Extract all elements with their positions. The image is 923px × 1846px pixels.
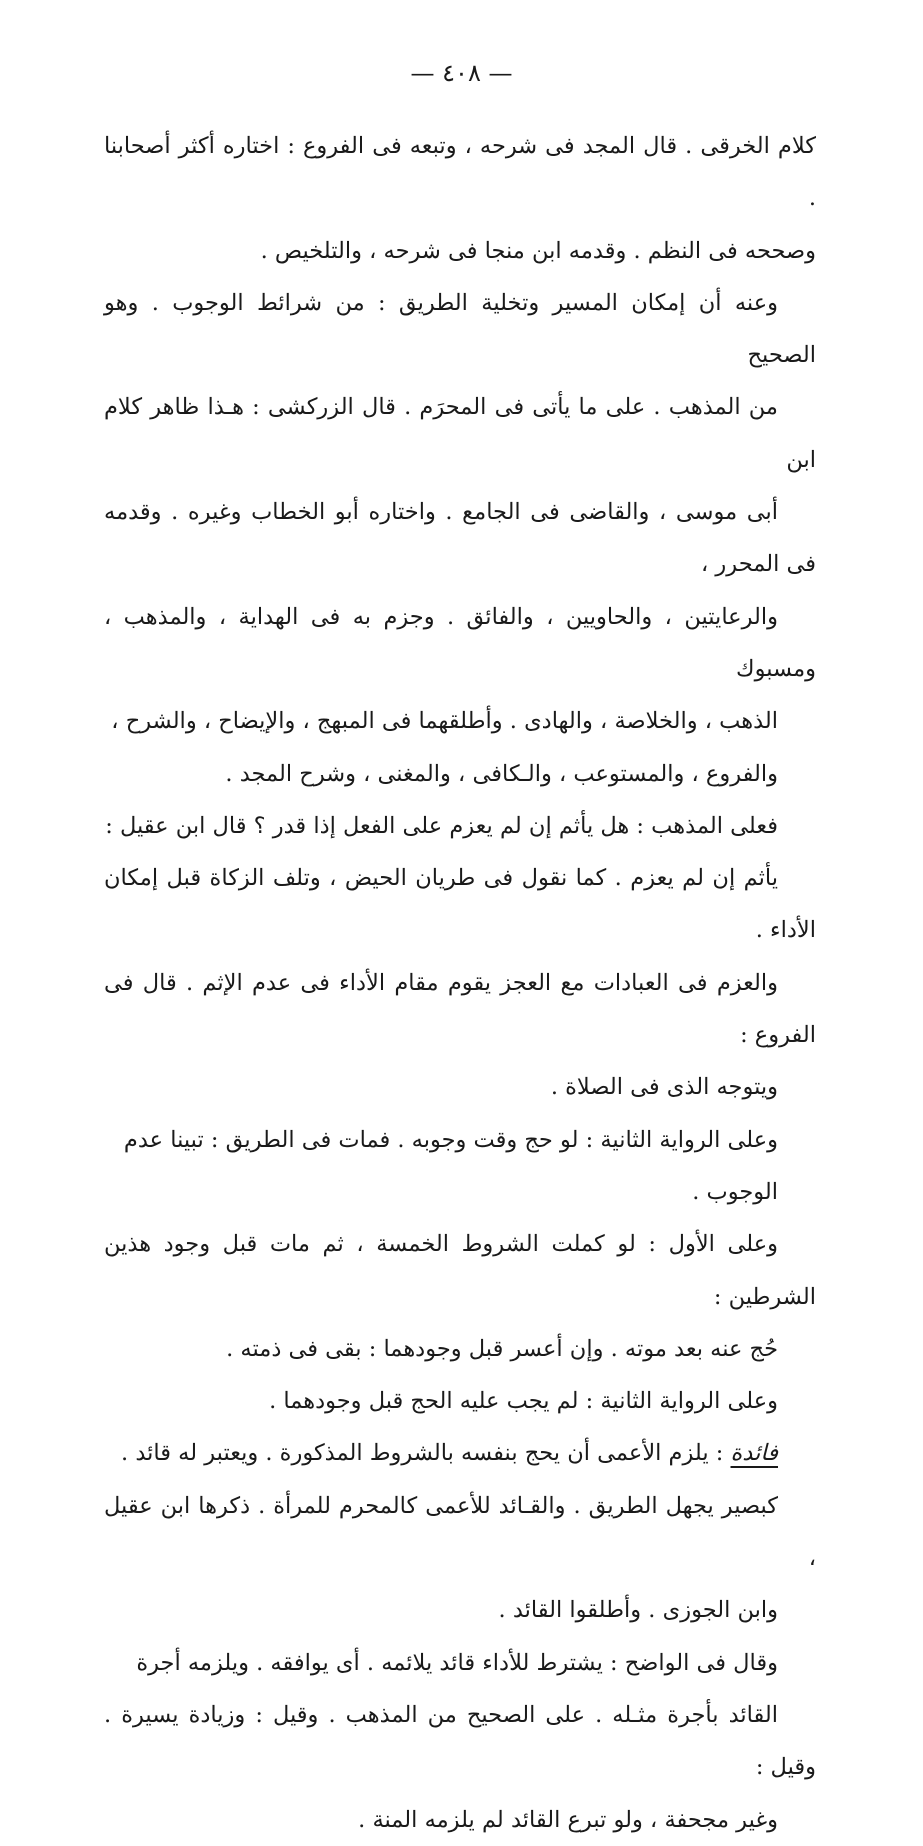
text-line [104,1427,816,1479]
text-line: وعلى الأول : لو كملت الشروط الخمسة ، ثم مات قبل وجود هذين الشرطين : [104,1231,816,1310]
text-line: وعلى الرواية الثانية : لم يجب عليه الحج قبل وجودهما . [269,1388,778,1415]
body-text [104,120,816,1846]
text-line: كلام الخرقى . قال المجد فى شرحه ، وتبعه فى الفروع : اختاره أكثر أصحابنا . [104,133,816,212]
note-heading: فائدة [730,1440,778,1467]
text-line: فعلى المذهب : هل يأثم إن لم يعزم على الفعل إذا قدر ؟ قال ابن عقيل : [105,812,778,839]
text-line: حُج عنه بعد موته . وإن أعسر قبل وجودهما : بقى فى ذمته . [226,1335,778,1362]
note-text: : يلزم الأعمى أن يحج بنفسه بالشروط المذكورة . ويعتبر له قائد . [121,1440,724,1467]
paragraph-3 [104,800,816,1114]
text-line: من المذهب . على ما يأتى فى المحرَم . قال الزركشى : هـذا ظاهر كلام ابن [104,394,816,473]
text-line: والفروع ، والمستوعب ، والـكافى ، والمغنى ، وشرح المجد . [225,760,778,787]
text-line: وغير مجحفة ، ولو تبرع القائد لم يلزمه المنة . [358,1806,778,1833]
text-line: والرعايتين ، والحاويين ، والفائق . وجزم به فى الهداية ، والمذهب ، ومسبوك [104,603,816,682]
text-line: والعزم فى العبادات مع العجز يقوم مقام الأداء فى عدم الإثم . قال فى الفروع : [104,969,816,1049]
paragraph-7-note [104,1427,816,1636]
text-line: الذهب ، والخلاصة ، والهادى . وأطلقهما فى المبهج ، والإيضاح ، والشرح ، [111,708,778,735]
text-line: وعلى الرواية الثانية : لو حج وقت وجوبه . فمات فى الطريق : تبينا عدم [123,1126,778,1153]
paragraph-1 [104,120,816,277]
text-line: ويتوجه الذى فى الصلاة . [550,1074,778,1101]
paragraph-8 [104,1637,816,1846]
paragraph-2 [104,277,816,800]
page-number: — ٤٠٨ — [410,59,513,87]
paragraph-6 [104,1375,816,1427]
text-line: أبى موسى ، والقاضى فى الجامع . واختاره أبو الخطاب وغيره . وقدمه فى المحرر ، [104,499,816,578]
text-line: كبصير يجهل الطريق . والقـائد للأعمى كالمحرم للمرأة . ذكرها ابن عقيل ، [104,1492,816,1572]
text-line: وصححه فى النظم . وقدمه ابن منجا فى شرحه ، والتلخيص . [260,237,816,264]
text-line: يأثم إن لم يعزم . كما نقول فى طريان الحيض ، وتلف الزكاة قبل إمكان الأداء . [104,865,816,944]
text-line: وقال فى الواضح : يشترط للأداء قائد يلائمه . أى يوافقه . ويلزمه أجرة [136,1649,778,1676]
text-line: وابن الجوزى . وأطلقوا القائد . [498,1597,778,1624]
text-line: الوجوب . [692,1178,778,1205]
text-line: وعنه أن إمكان المسير وتخلية الطريق : من شرائط الوجوب . وهو الصحيح [104,289,816,369]
text-line: القائد بأجرة مثـله . على الصحيح من المذهب . وقيل : وزيادة يسيرة . وقيل : [104,1701,816,1781]
paragraph-5 [104,1218,816,1375]
paragraph-4 [104,1114,816,1219]
